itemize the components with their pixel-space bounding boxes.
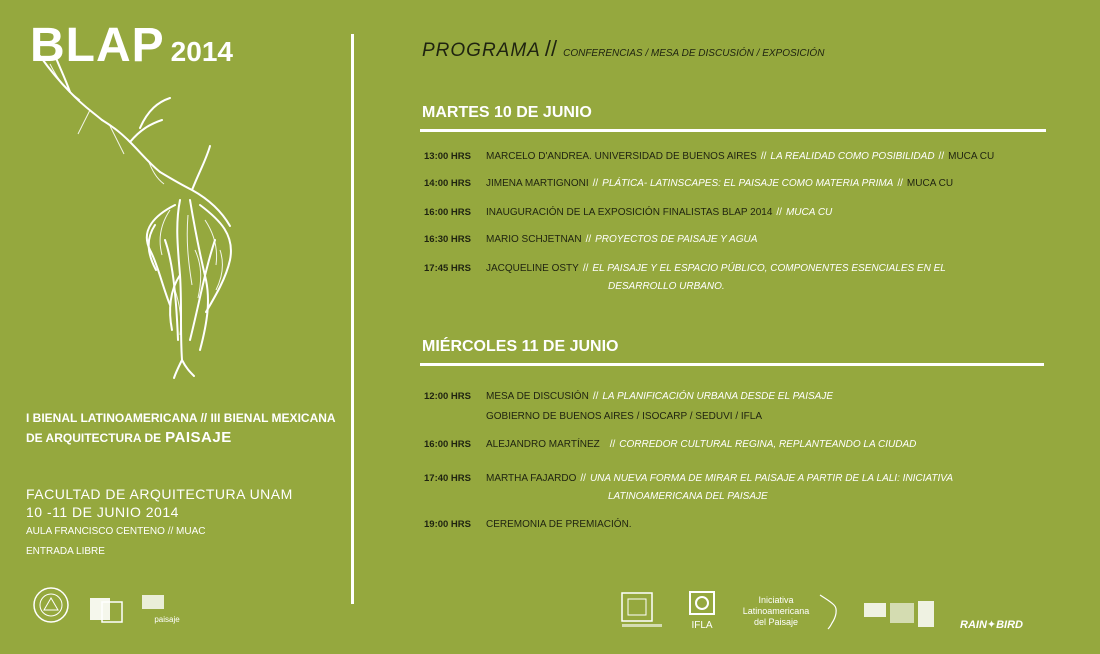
event-speaker: MARCELO D'ANDREA. UNIVERSIDAD DE BUENOS AIRES: [486, 151, 757, 162]
separator: //: [760, 151, 767, 162]
event-topic-continued: LATINOAMERICANA DEL PAISAJE: [608, 491, 768, 502]
day1-title: MARTES 10 DE JUNIO: [422, 104, 592, 121]
event-venue: AULA FRANCISCO CENTENO // MUAC: [26, 526, 206, 537]
day1-event: [424, 205, 832, 221]
separator: //: [938, 151, 945, 162]
event-time: 14:00 HRS: [424, 178, 471, 189]
event-time: 17:45 HRS: [424, 263, 471, 274]
event-topic: PROYECTOS DE PAISAJE Y AGUA: [595, 234, 758, 245]
bienal-line2-big: PAISAJE: [165, 429, 232, 446]
paisaje-logo: [142, 595, 192, 624]
day2-title: MIÉRCOLES 11 DE JUNIO: [422, 338, 619, 355]
programa-separator: //: [544, 36, 558, 61]
event-time: 16:00 HRS: [424, 207, 471, 218]
vertical-divider: [351, 34, 354, 604]
event-dates: 10 -11 DE JUNIO 2014: [26, 504, 179, 520]
event-speaker: MARIO SCHJETNAN: [486, 234, 582, 245]
paisaje-logo-icon: [142, 595, 192, 613]
bienal-line2-pre: DE ARQUITECTURA DE: [26, 431, 162, 445]
event-speaker: INAUGURACIÓN DE LA EXPOSICIÓN FINALISTAS BLAP 2014: [486, 207, 773, 218]
sponsor-logos-left: [32, 586, 192, 624]
event-location: MUCA CU: [785, 207, 833, 218]
day2-event: [424, 437, 916, 453]
separator: //: [776, 207, 782, 218]
event-speaker: CEREMONIA DE PREMIACIÓN.: [486, 519, 632, 530]
separator: //: [592, 178, 599, 189]
bienal-line2: [26, 428, 336, 448]
event-speaker: MESA DE DISCUSIÓN: [486, 391, 589, 402]
event-topic-continued: DESARROLLO URBANO.: [608, 281, 725, 292]
event-topic: CORREDOR CULTURAL REGINA, REPLANTEANDO LA CIUDAD: [619, 439, 917, 450]
unam-seal-icon: [32, 586, 70, 624]
latin-america-roots-illustration: [30, 50, 260, 380]
event-time: 16:30 HRS: [424, 234, 471, 245]
ifla-logo: [686, 590, 718, 631]
event-time: 19:00 HRS: [424, 519, 471, 530]
iniciativa-latinoamericana-logo: [740, 591, 842, 631]
event-topic: UNA NUEVA FORMA DE MIRAR EL PAISAJE A PARTIR DE LA LALI: INICIATIVA: [589, 473, 954, 484]
event-location: MUCA CU: [906, 178, 954, 189]
event-speaker: JIMENA MARTIGNONI: [486, 178, 589, 189]
sponsor-logos-right: [620, 590, 1023, 631]
program-panel: [420, 0, 1070, 654]
day2-event: [424, 471, 953, 487]
ifla-icon: [686, 590, 718, 618]
day1-event: [424, 261, 946, 277]
programa-title: PROGRAMA: [422, 40, 541, 61]
rain-bird-logo: RAIN✦BIRD: [960, 619, 1023, 631]
event-topic: PLÁTICA- LATINSCAPES: EL PAISAJE COMO MATERIA PRIMA: [602, 178, 894, 189]
left-panel: [0, 0, 350, 654]
iniciativa-text: Iniciativa Latinoamericana del Paisaje: [742, 594, 810, 627]
event-topic: LA PLANIFICACIÓN URBANA DESDE EL PAISAJE: [602, 391, 833, 402]
bienal-heading: [26, 408, 336, 448]
facultad-arquitectura-logo-icon: [88, 594, 124, 624]
bienal-line1: I BIENAL LATINOAMERICANA // III BIENAL MEXICANA: [26, 411, 336, 425]
separator: //: [897, 178, 903, 189]
event-time: 16:00 HRS: [424, 439, 471, 450]
event-speaker: JACQUELINE OSTY: [486, 263, 579, 274]
brand-name: BLAP: [30, 19, 165, 72]
day1-event: [424, 176, 953, 192]
francia-mexico-logo-icon: [864, 601, 938, 631]
event-time: 13:00 HRS: [424, 151, 471, 162]
separator: //: [592, 391, 599, 402]
day1-rule: [420, 129, 1046, 132]
day2-event: [424, 517, 632, 533]
event-time: 12:00 HRS: [424, 391, 471, 402]
event-info: [26, 486, 293, 557]
day2-event: [424, 389, 833, 405]
sociedad-arquitectos-paisajistas-logo-icon: [620, 591, 664, 631]
programa-header: [422, 36, 824, 62]
paisaje-logo-text: paisaje: [154, 615, 180, 624]
separator: //: [585, 234, 592, 245]
brand-year: 2014: [170, 36, 233, 67]
event-entry: ENTRADA LIBRE: [26, 546, 105, 557]
separator: //: [580, 473, 586, 484]
day1-event: [424, 149, 994, 165]
separator: //: [609, 439, 616, 450]
event-location: MUCA CU: [948, 151, 995, 162]
latin-america-outline-icon: [816, 591, 842, 631]
event-time: 17:40 HRS: [424, 473, 471, 484]
event-panelists: GOBIERNO DE BUENOS AIRES / ISOCARP / SEDUVI / IFLA: [486, 411, 762, 422]
event-speaker: MARTHA FAJARDO: [486, 473, 577, 484]
event-topic: EL PAISAJE Y EL ESPACIO PÚBLICO, COMPONENTES ESENCIALES EN EL: [592, 263, 946, 274]
event-speaker: ALEJANDRO MARTÍNEZ: [486, 439, 600, 450]
ifla-text: IFLA: [691, 620, 713, 631]
programa-subtitle: CONFERENCIAS / MESA DE DISCUSIÓN / EXPOSICIÓN: [563, 48, 825, 59]
facultad-name: FACULTAD DE ARQUITECTURA UNAM: [26, 486, 293, 502]
day2-rule: [420, 363, 1044, 366]
event-topic: LA REALIDAD COMO POSIBILIDAD: [770, 151, 935, 162]
separator: //: [582, 263, 589, 274]
day1-event: [424, 232, 757, 248]
